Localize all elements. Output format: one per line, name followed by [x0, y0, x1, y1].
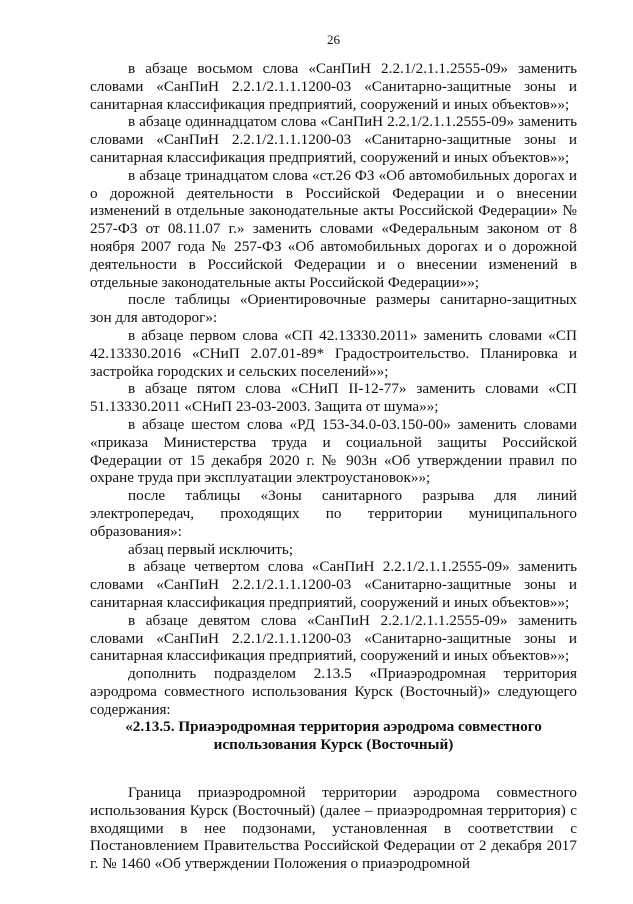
paragraph: в абзаце одиннадцатом слова «СанПиН 2.2.1/2.1.1.2555-09» заменить словами «СанПиН 2.2.1/2.1.1.1200-03 «Санитарно-защитные зоны и санитарная классификация предприятий, сооружений и иных объектов»»;: [90, 113, 577, 166]
paragraph: в абзаце четвертом слова «СанПиН 2.2.1/2.1.1.2555-09» заменить словами «СанПиН 2.2.1/2.1.1.1200-03 «Санитарно-защитные зоны и санитарная классификация предприятий, сооружений и иных объектов»»;: [90, 558, 577, 611]
paragraph: абзац первый исключить;: [128, 540, 294, 558]
section-heading-line: использования Курск (Восточный): [213, 736, 454, 754]
paragraph: в абзаце девятом слова «СанПиН 2.2.1/2.1.1.2555-09» заменить словами «СанПиН 2.2.1/2.1.1.1200-03 «Санитарно-защитные зоны и санитарная классификация предприятий, сооружений и иных объектов»»;: [90, 611, 577, 665]
paragraph: после таблицы «Зоны санитарного разрыва для линий электропередач, проходящих по территории муниципального образования»:: [90, 487, 577, 540]
section-heading-line: «2.13.5. Приаэродромная территория аэродрома совместного: [125, 718, 542, 736]
section-heading: [90, 718, 577, 754]
paragraph: дополнить подразделом 2.13.5 «Приаэродромная территория аэродрома совместного использования Курск (Восточный)» следующего содержания:: [90, 665, 577, 718]
paragraph: в абзаце тринадцатом слова «ст.26 ФЗ «Об автомобильных дорогах и о дорожной деятельности в Российской Федерации и о внесении изменений в отдельные законодательные акты Российской Федерации» № 257-ФЗ от 08.11.07 г.» заменить словами «Федеральным законом от 8 ноября 2007 года № 257-ФЗ «Об автомобильных дорогах и о дорожной деятельности в Российской Федерации и о внесении изменений в отдельные законодательные акты Российской Федерации»»;: [90, 166, 577, 291]
paragraph: в абзаце пятом слова «СНиП II-12-77» заменить словами «СП 51.13330.2011 «СНиП 23-03-2003. Защита от шума»»;: [90, 380, 577, 416]
page-number: 26: [327, 32, 340, 47]
paragraph: после таблицы «Ориентировочные размеры санитарно-защитных зон для автодорог»:: [90, 291, 577, 327]
paragraph: в абзаце первом слова «СП 42.13330.2011» заменить словами «СП 42.13330.2016 «СНиП 2.07.01-89* Градостроительство. Планировка и застройка городских и сельских поселений»»;: [90, 326, 577, 380]
paragraph: в абзаце восьмом слова «СанПиН 2.2.1/2.1.1.2555-09» заменить словами «СанПиН 2.2.1/2.1.1.1200-03 «Санитарно-защитные зоны и санитарная классификация предприятий, сооружений и иных объектов»»;: [90, 60, 577, 113]
final-paragraph: Граница приаэродромной территории аэродрома совместного использования Курск (Восточный) (далее – приаэродромная территория) с входящими в нее подзонами, установленная в соответствии с Постановлением Правительства Российской Федерации от 2 декабря 2017 г. № 1460 «Об утверждении Положения о приаэродромной: [90, 784, 577, 873]
paragraph: в абзаце шестом слова «РД 153-34.0-03.150-00» заменить словами «приказа Министерства труда и социальной защиты Российской Федерации от 15 декабря 2020 г. № 903н «Об утверждении правил по охране труда при эксплуатации электроустановок»»;: [90, 415, 577, 487]
